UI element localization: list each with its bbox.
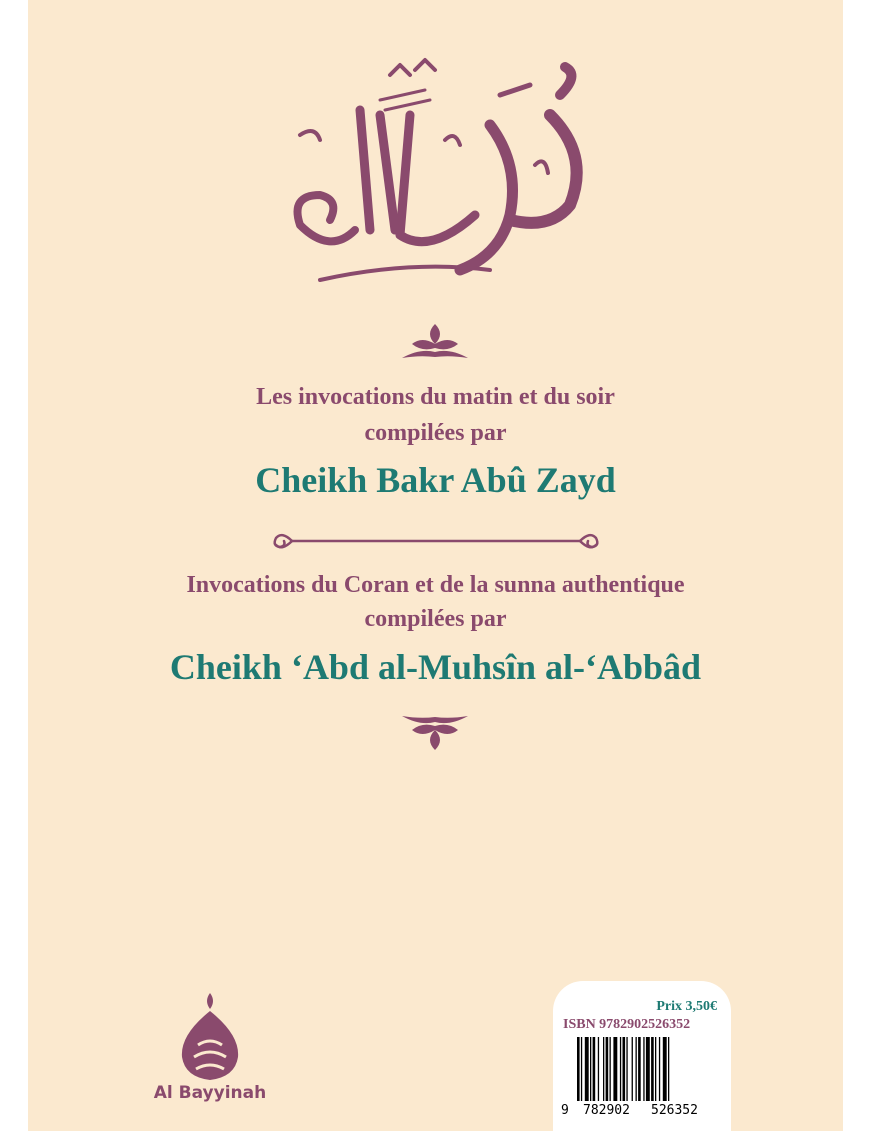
arabic-calligraphy-icon [260, 55, 600, 285]
floral-ornament-icon [400, 712, 470, 752]
barcode-icon [577, 1037, 705, 1101]
subtitle-line-3: Invocations du Coran et de la sunna authentique [186, 572, 685, 598]
subtitle-line-2: compilées par [364, 420, 507, 446]
barcode-panel [553, 981, 731, 1131]
isbn-label: ISBN 9782902526352 [563, 1017, 691, 1032]
author-2: Cheikh ‘Abd al-Muhsîn al-‘Abbâd [169, 647, 702, 687]
floral-ornament-icon [400, 322, 470, 362]
subtitle-line-1: Les invocations du matin et du soir [256, 384, 615, 410]
barcode-digit-first: 9 [561, 1103, 569, 1118]
barcode-digits-left: 782902 [583, 1103, 630, 1118]
publisher-name: Al Bayyinah [153, 1083, 267, 1103]
subtitle-line-4: compilées par [364, 606, 507, 632]
price-label: Prix 3,50€ [656, 999, 717, 1014]
author-1: Cheikh Bakr Abû Zayd [255, 460, 616, 500]
scroll-divider-icon [268, 528, 604, 554]
barcode-digits-right: 526352 [651, 1103, 698, 1118]
